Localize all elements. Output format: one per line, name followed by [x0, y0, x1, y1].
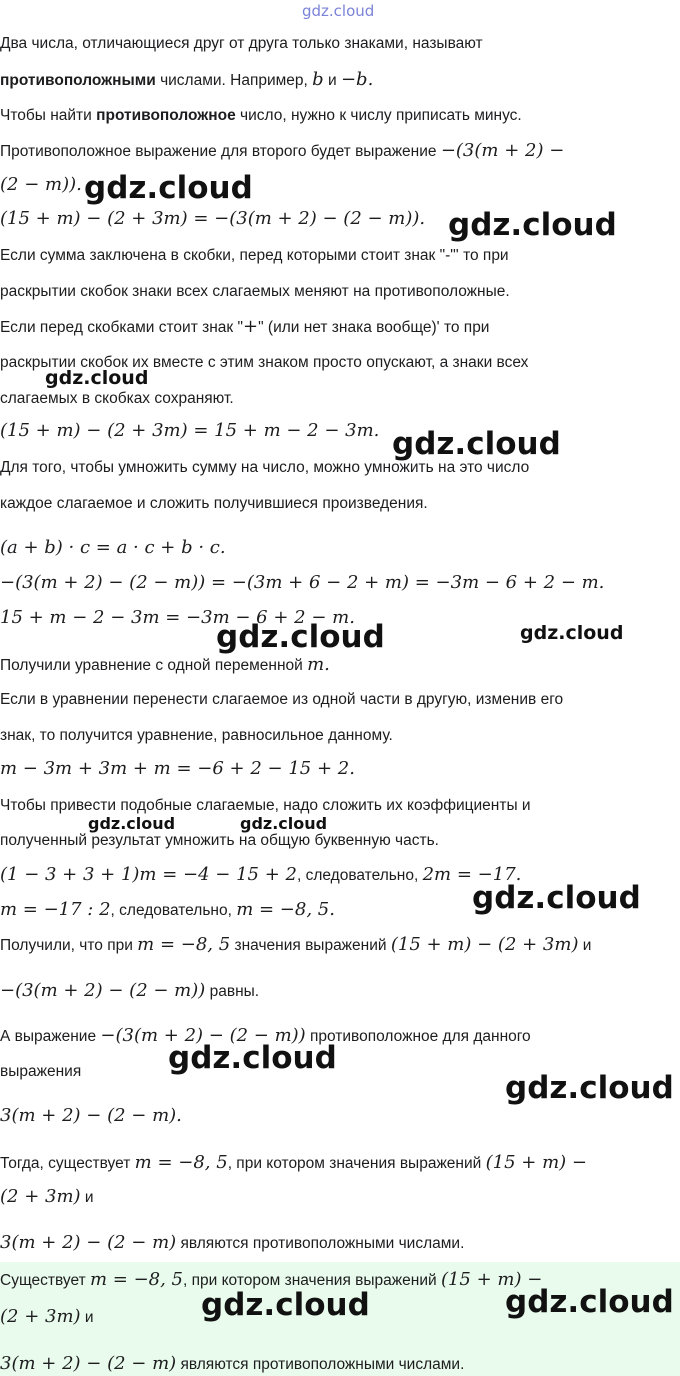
text-line: Два числа, отличающиеся друг от друга только знаками, называют [0, 35, 483, 52]
text-line: каждое слагаемое и сложить получившиеся произведения. [0, 495, 428, 512]
watermark: gdz.cloud [88, 814, 176, 833]
text-line: Чтобы привести подобные слагаемые, надо сложить их коэффициенты и [0, 797, 531, 814]
watermark: gdz.cloud [84, 170, 253, 206]
text-line: Тогда, существует m = −8, 5, при котором значения выражений (15 + m) − [0, 1152, 587, 1173]
text-line: Если в уравнении перенести слагаемое из одной части в другую, изменив его [0, 691, 564, 708]
watermark: gdz.cloud [520, 622, 624, 644]
watermark: gdz.cloud [201, 1287, 370, 1323]
text-line: слагаемых в скобках сохраняют. [0, 390, 234, 407]
watermark: gdz.cloud [168, 1040, 337, 1076]
text-line: Если сумма заключена в скобки, перед которыми стоит знак "-"' то при [0, 247, 509, 264]
text-line: А выражение −(3(m + 2) − (2 − m)) противоположное для данного [0, 1025, 531, 1046]
text-line: Получили, что при m = −8, 5 значения выражений (15 + m) − (2 + 3m) и [0, 934, 592, 955]
math-line: m − 3m + 3m + m = −6 + 2 − 15 + 2. [0, 758, 355, 779]
answer-line: (2 + 3m) и [0, 1306, 94, 1327]
watermark: gdz.cloud [240, 814, 328, 833]
watermark: gdz.cloud [505, 1070, 674, 1106]
math-line: 3(m + 2) − (2 − m). [0, 1105, 182, 1126]
watermark: gdz.cloud [45, 367, 149, 389]
text-line: противоположными числами. Например, b и −b. [0, 69, 374, 90]
math-line: (15 + m) − (2 + 3m) = 15 + m − 2 − 3m. [0, 420, 380, 441]
watermark: gdz.cloud [505, 1284, 674, 1320]
text-line: полученный результат умножить на общую буквенную часть. [0, 832, 439, 849]
text-line: раскрытии скобок знаки всех слагаемых меняют на противоположные. [0, 283, 510, 300]
math-line: (15 + m) − (2 + 3m) = −(3(m + 2) − (2 − m)). [0, 208, 426, 229]
text-line: Противоположное выражение для второго будет выражение −(3(m + 2) − [0, 140, 565, 161]
text-line: (2 + 3m) и [0, 1186, 94, 1207]
math-line: 15 + m − 2 − 3m = −3m − 6 + 2 − m. [0, 607, 355, 628]
text-line: −(3(m + 2) − (2 − m)) равны. [0, 980, 260, 1001]
text-line: Если перед скобками стоит знак "+" (или нет знака вообще)' то при [0, 316, 490, 337]
watermark: gdz.cloud [472, 880, 641, 916]
answer-line: 3(m + 2) − (2 − m) являются противоположными числами. [0, 1353, 465, 1374]
math-line: −(3(m + 2) − (2 − m)) = −(3m + 6 − 2 + m) = −3m − 6 + 2 − m. [0, 572, 605, 593]
watermark-top: gdz.cloud [302, 2, 375, 20]
math-line: (2 − m)). [0, 174, 82, 195]
text-line: Получили уравнение с одной переменной m. [0, 654, 330, 675]
text-line: 3(m + 2) − (2 − m) являются противоположными числами. [0, 1232, 465, 1253]
answer-line: Существует m = −8, 5, при котором значения выражений (15 + m) − [0, 1269, 543, 1290]
math-line: m = −17 : 2, следовательно, m = −8, 5. [0, 899, 335, 920]
math-line: (a + b) · c = a · c + b · c. [0, 537, 226, 558]
text-line: знак, то получится уравнение, равносильное данному. [0, 727, 393, 744]
watermark: gdz.cloud [448, 207, 617, 243]
watermark: gdz.cloud [216, 619, 385, 655]
text-line: Для того, чтобы умножить сумму на число, можно умножить на это число [0, 459, 530, 476]
watermark: gdz.cloud [392, 426, 561, 462]
text-line: Чтобы найти противоположное число, нужно к числу приписать минус. [0, 107, 522, 124]
text-line: раскрытии скобок их вместе с этим знаком просто опускают, а знаки всех [0, 354, 529, 371]
text-line: выражения [0, 1063, 82, 1080]
math-line: (1 − 3 + 3 + 1)m = −4 − 15 + 2, следовательно, 2m = −17. [0, 864, 522, 885]
